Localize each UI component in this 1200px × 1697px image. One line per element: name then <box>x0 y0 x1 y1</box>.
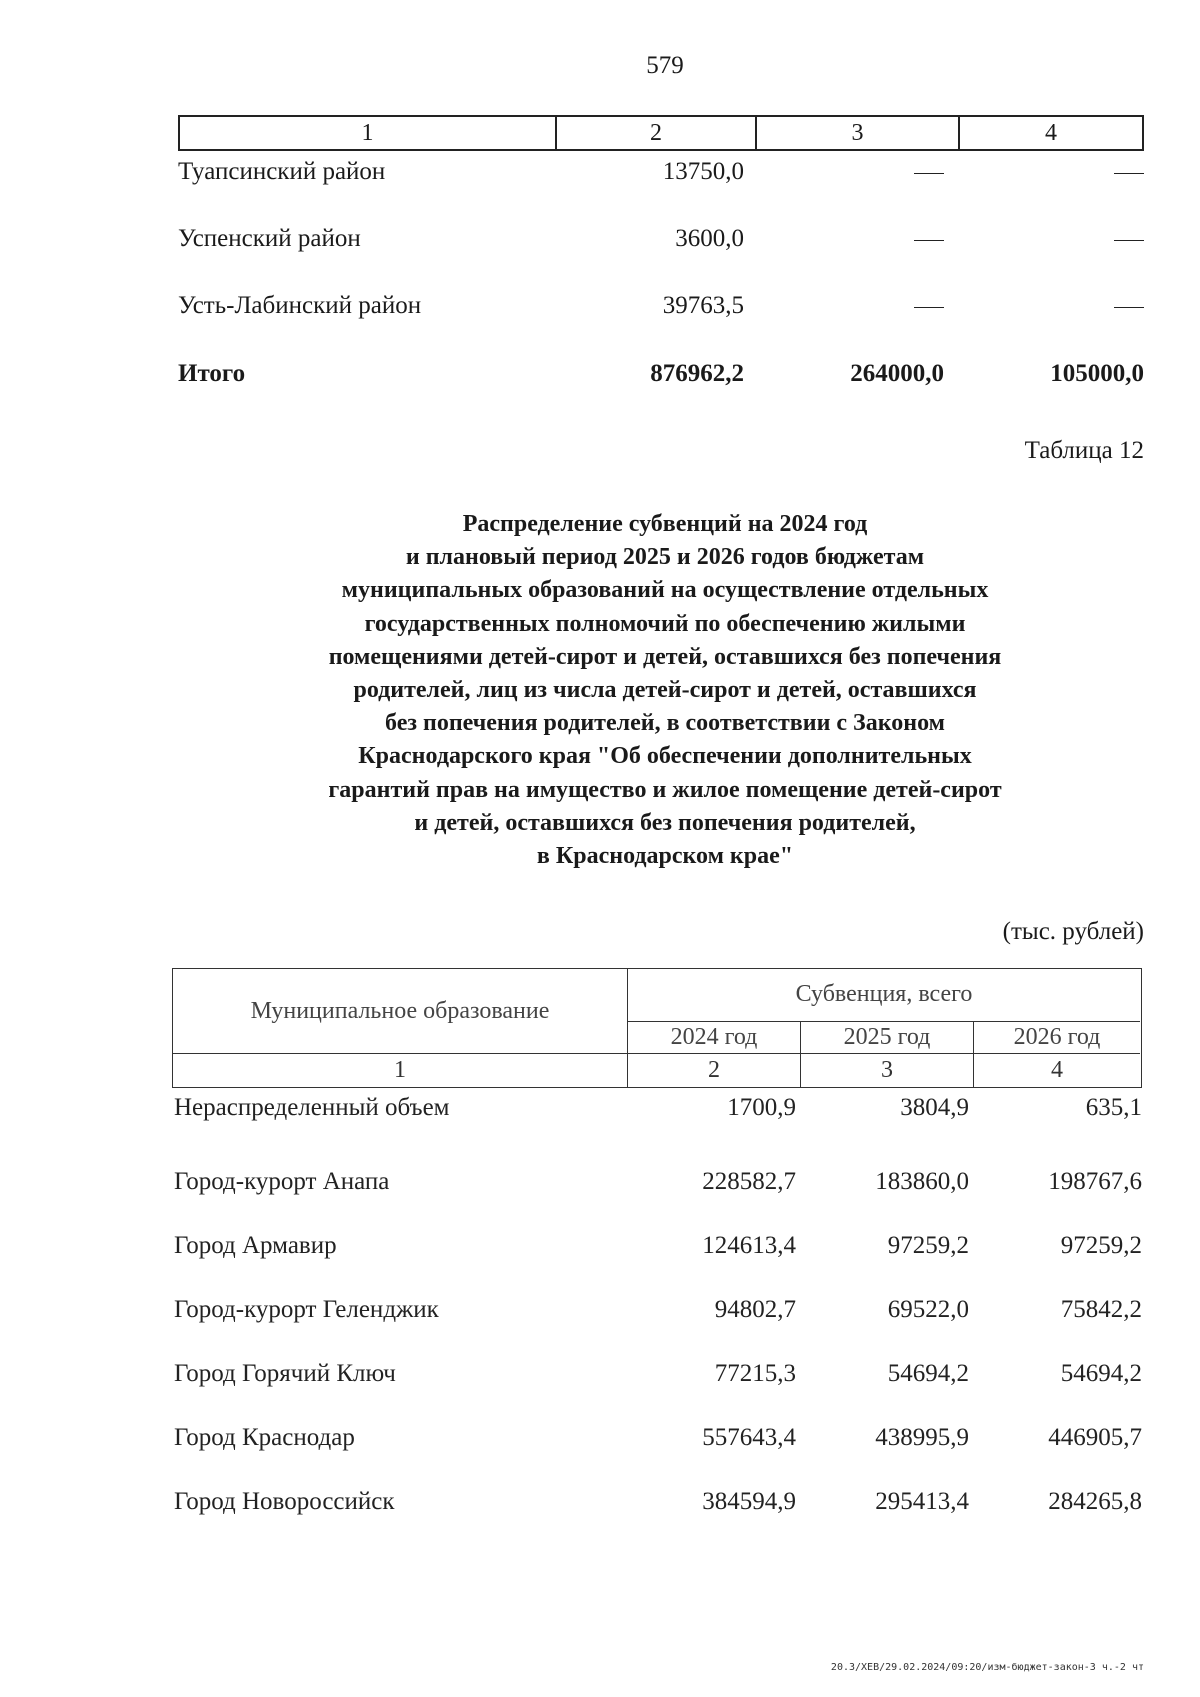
table-row <box>172 1164 1142 1200</box>
row-name: Туапсинский район <box>178 158 386 185</box>
dash-2026 <box>1114 155 1144 189</box>
column-number-1: 1 <box>173 1054 628 1087</box>
value-2025: 3804,9 <box>900 1094 969 1121</box>
row-name: Успенский район <box>178 225 361 252</box>
continuation-table-header <box>178 115 1144 151</box>
dash-2025 <box>914 222 944 256</box>
total-2025: 264000,0 <box>850 360 944 387</box>
total-label: Итого <box>178 360 246 387</box>
value-2025: 183860,0 <box>875 1168 969 1195</box>
value-2025: 295413,4 <box>875 1488 969 1515</box>
dash-2025 <box>914 155 944 189</box>
table-row <box>172 1090 1142 1126</box>
value-2024: 124613,4 <box>702 1232 796 1259</box>
table-row <box>172 1228 1142 1264</box>
year-2026-header: 2026 год <box>974 1022 1140 1054</box>
table-row <box>172 1356 1142 1392</box>
page-number: 579 <box>646 52 684 79</box>
row-name: Город-курорт Геленджик <box>174 1296 439 1323</box>
value-2026: 97259,2 <box>1060 1232 1142 1259</box>
year-2025-header: 2025 год <box>801 1022 974 1054</box>
table-label: Таблица 12 <box>1024 437 1144 464</box>
column-number-3: 3 <box>757 117 960 149</box>
value-2026: 198767,6 <box>1048 1168 1142 1195</box>
dash-2026 <box>1114 222 1144 256</box>
dash-2026 <box>1114 289 1144 323</box>
value-2026: 446905,7 <box>1048 1424 1142 1451</box>
title-line: муниципальных образований на осуществление отдельных <box>341 577 989 604</box>
title-line: Краснодарского края "Об обеспечении дополнительных <box>358 743 972 770</box>
row-name: Город Армавир <box>174 1232 337 1259</box>
value-2025: 69522,0 <box>887 1296 969 1323</box>
title-line: государственных полномочий по обеспечению жилыми <box>364 610 966 637</box>
title-line: без попечения родителей, в соответствии с Законом <box>385 710 945 737</box>
table-row <box>178 155 1144 189</box>
title-line: родителей, лиц из числа детей-сирот и детей, оставшихся <box>353 677 977 704</box>
value-2024: 94802,7 <box>714 1296 796 1323</box>
row-name: Город Новороссийск <box>174 1488 395 1515</box>
column-number-4: 4 <box>1045 120 1057 146</box>
title-line: в Краснодарском крае" <box>536 843 794 870</box>
row-name: Город Горячий Ключ <box>174 1360 396 1387</box>
value-2024: 77215,3 <box>714 1360 796 1387</box>
row-name: Усть-Лабинский район <box>178 292 422 319</box>
total-row <box>178 357 1144 391</box>
title-line: гарантий прав на имущество и жилое помещение детей-сирот <box>328 776 1002 803</box>
main-table-header <box>172 968 1142 1088</box>
table-row <box>172 1420 1142 1456</box>
value-2024: 3600,0 <box>675 225 744 252</box>
table-title <box>180 508 1150 873</box>
table-row <box>172 1292 1142 1328</box>
row-name: Нераспределенный объем <box>174 1094 450 1121</box>
value-2024: 557643,4 <box>702 1424 796 1451</box>
value-2026: 284265,8 <box>1048 1488 1142 1515</box>
value-2024: 228582,7 <box>702 1168 796 1195</box>
value-2026: 635,1 <box>1085 1094 1142 1121</box>
column-number-4: 4 <box>1051 1057 1063 1083</box>
footer-stamp: 20.3/ХЕВ/29.02.2024/09:20/изм-бюджет-закон-3 ч.-2 чт <box>830 1662 1144 1673</box>
table-row <box>178 289 1144 323</box>
column-number-2: 2 <box>557 117 757 149</box>
title-line: помещениями детей-сирот и детей, оставшихся без попечения <box>328 643 1002 670</box>
value-2025: 54694,2 <box>887 1360 969 1387</box>
table-row <box>172 1484 1142 1520</box>
value-2025: 97259,2 <box>887 1232 969 1259</box>
value-2025: 438995,9 <box>875 1424 969 1451</box>
value-2026: 54694,2 <box>1060 1360 1142 1387</box>
total-2024: 876962,2 <box>650 360 744 387</box>
title-line: и детей, оставшихся без попечения родителей, <box>414 809 916 836</box>
units-label: (тыс. рублей) <box>1002 918 1144 945</box>
dash-2025 <box>914 289 944 323</box>
column-number-1: 1 <box>180 117 557 149</box>
column-number-3: 3 <box>801 1054 974 1087</box>
value-2024: 1700,9 <box>727 1094 796 1121</box>
table-row <box>178 222 1144 256</box>
value-2024: 13750,0 <box>662 158 744 185</box>
title-line: и плановый период 2025 и 2026 годов бюджетам <box>405 544 925 571</box>
total-2026: 105000,0 <box>1050 360 1144 387</box>
title-line: Распределение субвенций на 2024 год <box>462 511 868 537</box>
row-name: Город Краснодар <box>174 1424 355 1451</box>
year-2024-header: 2024 год <box>628 1022 801 1054</box>
value-2024: 384594,9 <box>702 1488 796 1515</box>
value-2026: 75842,2 <box>1060 1296 1142 1323</box>
value-2024: 39763,5 <box>662 292 744 319</box>
subvention-column-header: Субвенция, всего <box>628 969 1140 1022</box>
row-name: Город-курорт Анапа <box>174 1168 390 1195</box>
column-number-2: 2 <box>628 1054 801 1087</box>
municipality-column-header: Муниципальное образование <box>173 969 628 1054</box>
